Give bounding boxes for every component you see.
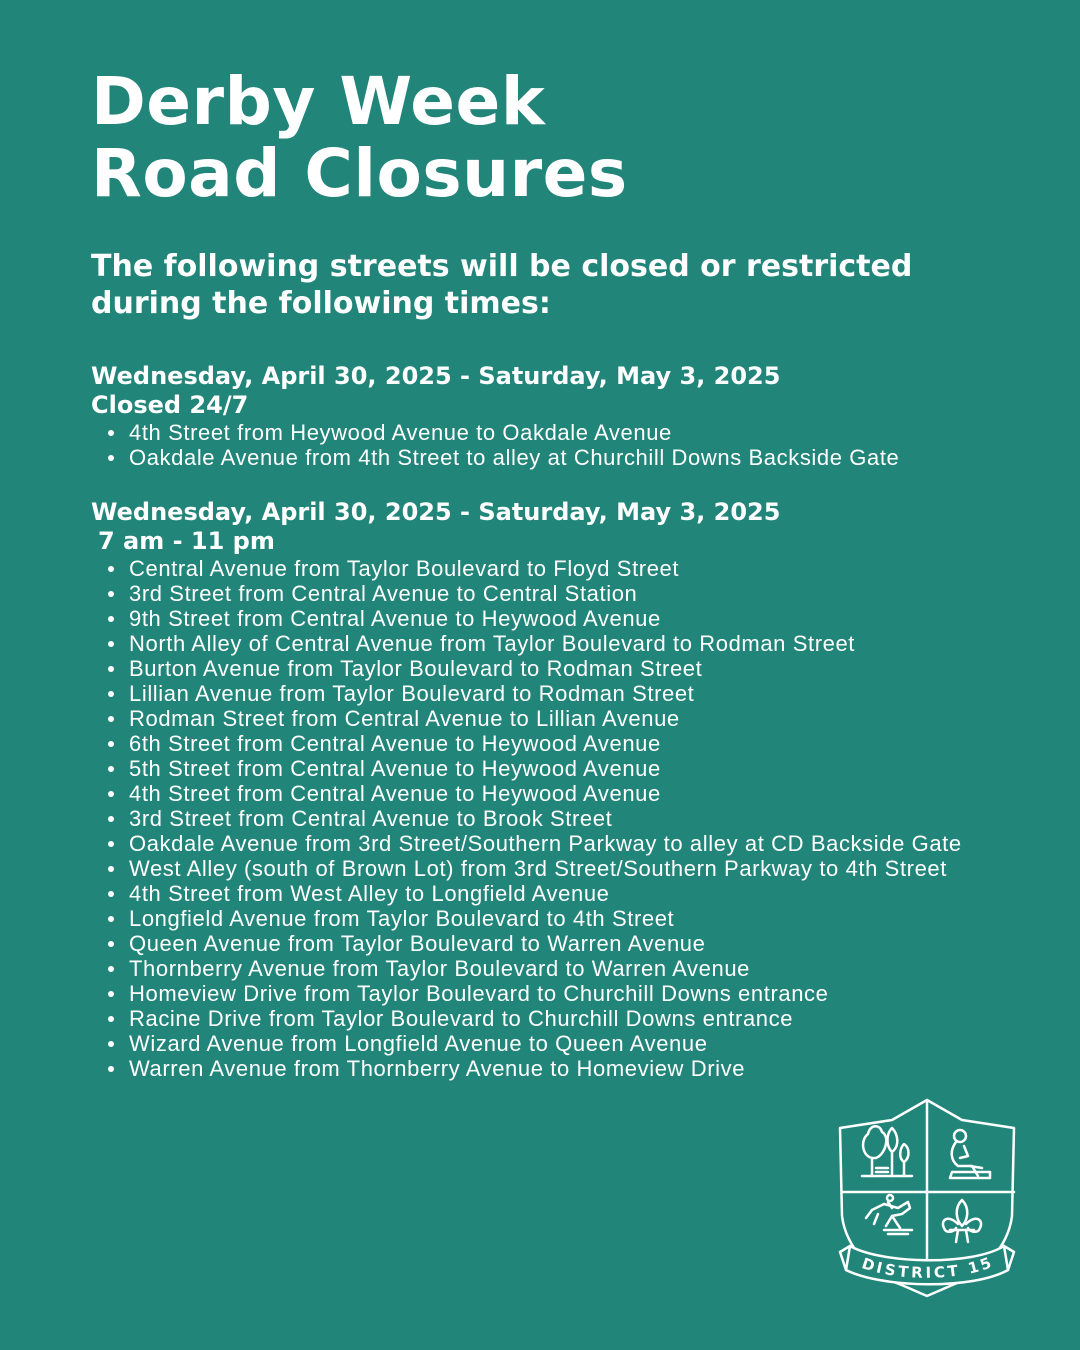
intro-text: The following streets will be closed or restricted during the following times: bbox=[91, 249, 913, 321]
section-dates: Wednesday, April 30, 2025 - Saturday, May 3, 2025 bbox=[91, 498, 781, 526]
flyer-content bbox=[91, 63, 991, 1081]
title-line-1: Derby Week bbox=[91, 63, 546, 140]
list-item: Wizard Avenue from Longfield Avenue to Queen Avenue bbox=[129, 1031, 991, 1056]
street-list bbox=[91, 420, 991, 470]
list-item: 6th Street from Central Avenue to Heywood Avenue bbox=[129, 731, 991, 756]
banner-text: DISTRICT 15 bbox=[859, 1252, 997, 1282]
list-item: 3rd Street from Central Avenue to Central Station bbox=[129, 581, 991, 606]
list-item: Oakdale Avenue from 3rd Street/Southern Parkway to alley at CD Backside Gate bbox=[129, 831, 991, 856]
list-item: 9th Street from Central Avenue to Heywood Avenue bbox=[129, 606, 991, 631]
street-list bbox=[91, 556, 991, 1081]
list-item: Central Avenue from Taylor Boulevard to Floyd Street bbox=[129, 556, 991, 581]
list-item: 3rd Street from Central Avenue to Brook Street bbox=[129, 806, 991, 831]
list-item: Rodman Street from Central Avenue to Lillian Avenue bbox=[129, 706, 991, 731]
closure-section-2 bbox=[91, 498, 991, 1081]
trees-icon bbox=[862, 1126, 912, 1176]
list-item: Homeview Drive from Taylor Boulevard to Churchill Downs entrance bbox=[129, 981, 991, 1006]
list-item: 5th Street from Central Avenue to Heywood Avenue bbox=[129, 756, 991, 781]
list-item: Queen Avenue from Taylor Boulevard to Warren Avenue bbox=[129, 931, 991, 956]
list-item: Thornberry Avenue from Taylor Boulevard to Warren Avenue bbox=[129, 956, 991, 981]
closure-section-1 bbox=[91, 362, 991, 470]
district-15-crest-logo bbox=[832, 1096, 1022, 1306]
list-item: 4th Street from Central Avenue to Heywood Avenue bbox=[129, 781, 991, 806]
horse-jumper-icon bbox=[866, 1195, 912, 1234]
fleur-de-lis-icon bbox=[943, 1200, 981, 1242]
list-item: Longfield Avenue from Taylor Boulevard to 4th Street bbox=[129, 906, 991, 931]
list-item: Lillian Avenue from Taylor Boulevard to Rodman Street bbox=[129, 681, 991, 706]
section-dates: Wednesday, April 30, 2025 - Saturday, May 3, 2025 bbox=[91, 362, 781, 390]
list-item: Burton Avenue from Taylor Boulevard to Rodman Street bbox=[129, 656, 991, 681]
list-item: Racine Drive from Taylor Boulevard to Churchill Downs entrance bbox=[129, 1006, 991, 1031]
page-title bbox=[91, 63, 991, 212]
list-item: 4th Street from West Alley to Longfield Avenue bbox=[129, 881, 991, 906]
section-hours: Closed 24/7 bbox=[91, 391, 249, 419]
title-line-2: Road Closures bbox=[91, 135, 628, 212]
list-item: Warren Avenue from Thornberry Avenue to Homeview Drive bbox=[129, 1056, 991, 1081]
section-hours: 7 am - 11 pm bbox=[98, 527, 275, 555]
list-item: West Alley (south of Brown Lot) from 3rd Street/Southern Parkway to 4th Street bbox=[129, 856, 991, 881]
list-item: North Alley of Central Avenue from Taylor Boulevard to Rodman Street bbox=[129, 631, 991, 656]
statue-icon bbox=[950, 1130, 990, 1178]
list-item: Oakdale Avenue from 4th Street to alley at Churchill Downs Backside Gate bbox=[129, 445, 991, 470]
list-item: 4th Street from Heywood Avenue to Oakdale Avenue bbox=[129, 420, 991, 445]
